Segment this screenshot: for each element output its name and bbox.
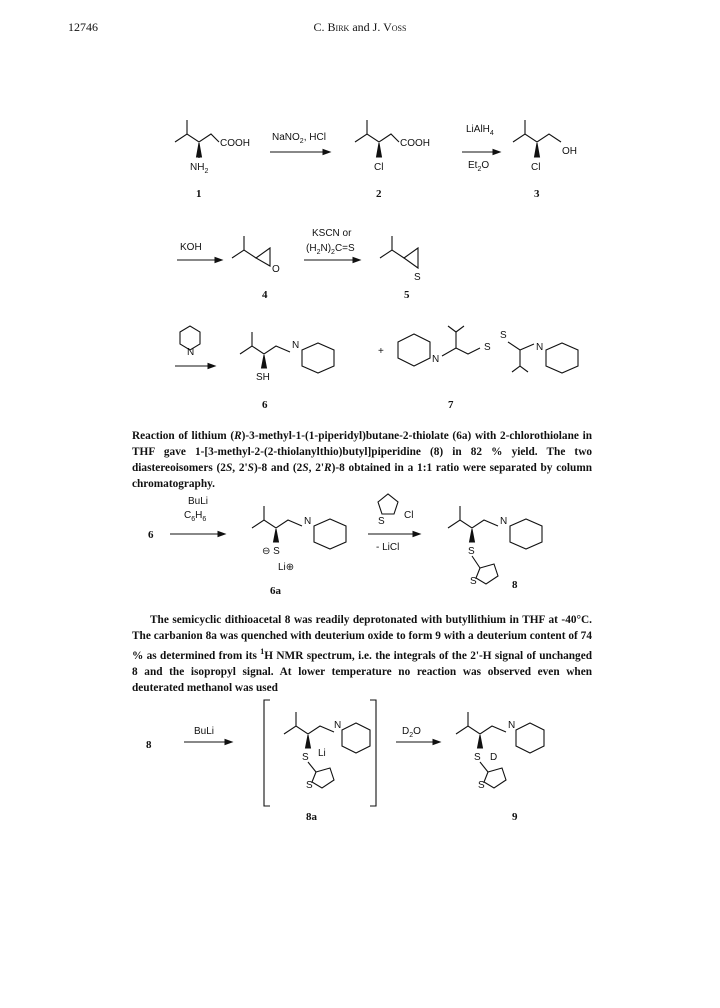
sh-label: SH — [256, 372, 270, 383]
s-label: S — [302, 752, 309, 763]
plus-sign: + — [378, 346, 384, 357]
reaction-arrow-8 — [396, 726, 440, 745]
reagent-thiourea: $(H_2N)_2C=S$ — [306, 243, 355, 256]
page-number: 12746 — [68, 20, 98, 34]
compound-1-structure — [175, 120, 250, 200]
paragraph-1: Reaction of lithium (R)-3-methyl-1-(1-piperidyl)butane-2-thiolate (6a) with 2-chlorothiolane in THF gave 1-[3-methyl-2-(2-thiolanylthio)butyl]piperidine (8) in 82 % yield. The two diastereoisomers (2S, 2'S)-8 and (2S, 2'R)-8 obtained in a 1:1 ratio were separated by column chromatography. — [132, 430, 593, 490]
compound-7-structure — [398, 326, 578, 411]
epoxide-o-label: O — [272, 264, 280, 275]
n-label: N — [304, 516, 312, 527]
start-compound-6: 6 — [148, 529, 154, 541]
s-label: S — [484, 342, 491, 353]
n-label: N — [334, 720, 342, 731]
reaction-arrow-5 — [170, 496, 225, 537]
compound-label-6a: 6a — [270, 585, 281, 597]
reaction-arrow-2 — [462, 124, 500, 173]
compound-label-2: 2 — [376, 188, 382, 200]
cooh-label: COOH — [400, 138, 430, 149]
minus-licl-label: - LiCl — [376, 542, 400, 553]
compound-2-structure — [355, 120, 430, 200]
cl-label: Cl — [374, 162, 384, 173]
ring-s-label: S — [470, 576, 477, 587]
author-2: J. Voss — [372, 20, 407, 34]
compound-label-3: 3 — [534, 188, 540, 200]
compound-label-6: 6 — [262, 399, 268, 411]
scheme-1-drawing — [0, 110, 720, 420]
n-label: N — [432, 354, 440, 365]
reagent-koh: KOH — [180, 242, 202, 253]
n-label: N — [187, 347, 195, 358]
li-cation-label: Li⊕ — [278, 562, 295, 573]
reagent-kscn: KSCN or — [312, 228, 352, 239]
scheme-3-drawing — [0, 690, 720, 825]
deuterium-label: D — [490, 752, 498, 763]
scheme-3 — [0, 690, 720, 825]
author-1: C. Birk — [313, 20, 350, 34]
scheme-2-drawing — [0, 488, 720, 603]
cooh-label: COOH — [220, 138, 250, 149]
reaction-arrow-4 — [304, 228, 360, 263]
reagent-d2o: $D_2O$ — [402, 726, 421, 739]
compound-6a-structure — [252, 506, 346, 597]
intermediate-8a-bracket — [264, 700, 376, 823]
reagent-et2o: $Et_2O$ — [468, 160, 490, 173]
paragraph-2: The semicyclic dithioacetal 8 was readily deprotonated with butyllithium in THF at -40°C. The carbanion 8a was quenched with deuterium oxide to form 9 with a deuterium content of 74 % as determined from its $^1$H NMR spectrum, i.e. the integrals of the 2'-H signal of unchanged 8 and the isopropyl signal. At lower temperature no reaction was observed even when deuterated methanol was used — [132, 614, 592, 694]
cl-label: Cl — [531, 162, 541, 173]
thiolate-label: ⊖ S — [262, 546, 280, 557]
reagent-nano2-hcl: NaNO$_2$, HCl — [272, 132, 326, 145]
piperidine-reagent — [175, 326, 215, 369]
cl-label: Cl — [404, 510, 414, 521]
reaction-arrow-6 — [368, 494, 420, 553]
n-label: N — [500, 516, 508, 527]
reagent-lialh4: LiAlH$_4$ — [466, 124, 494, 137]
reagent-buli: BuLi — [194, 726, 215, 737]
thiolane-s-label: S — [378, 516, 385, 527]
compound-8-structure — [448, 506, 542, 591]
author-connector: and — [352, 20, 370, 34]
compound-label-4: 4 — [262, 289, 268, 301]
nh2-label: $NH_2$ — [190, 162, 209, 175]
reagent-buli: BuLi — [188, 496, 209, 507]
reagent-c6h6: $C_6H_6$ — [184, 510, 207, 523]
compound-3-structure — [513, 120, 577, 200]
reaction-arrow-3 — [177, 242, 222, 263]
thiirane-s-label: S — [414, 272, 421, 283]
n-label: N — [292, 340, 300, 351]
compound-label-5: 5 — [404, 289, 410, 301]
compound-label-8: 8 — [512, 579, 518, 591]
s-label: S — [500, 330, 507, 341]
compound-label-9: 9 — [512, 811, 518, 823]
scheme-1 — [0, 110, 720, 420]
n-label: N — [536, 342, 544, 353]
reaction-arrow-7 — [184, 726, 232, 745]
ring-s-label: S — [478, 780, 485, 791]
n-label: N — [508, 720, 516, 731]
compound-4-structure — [232, 236, 280, 301]
compound-9-structure — [456, 712, 544, 823]
compound-label-8a: 8a — [306, 811, 317, 823]
oh-label: OH — [562, 146, 577, 157]
s-label: S — [474, 752, 481, 763]
s-label: S — [468, 546, 475, 557]
compound-5-structure — [380, 236, 421, 301]
scheme-2 — [0, 488, 720, 603]
compound-label-7: 7 — [448, 399, 454, 411]
start-compound-8: 8 — [146, 739, 152, 751]
compound-6-structure — [240, 332, 334, 411]
reaction-arrow-1 — [270, 132, 330, 155]
running-header-authors — [0, 20, 720, 35]
compound-label-1: 1 — [196, 188, 202, 200]
ring-s-label: S — [306, 780, 313, 791]
li-label: Li — [318, 748, 326, 759]
